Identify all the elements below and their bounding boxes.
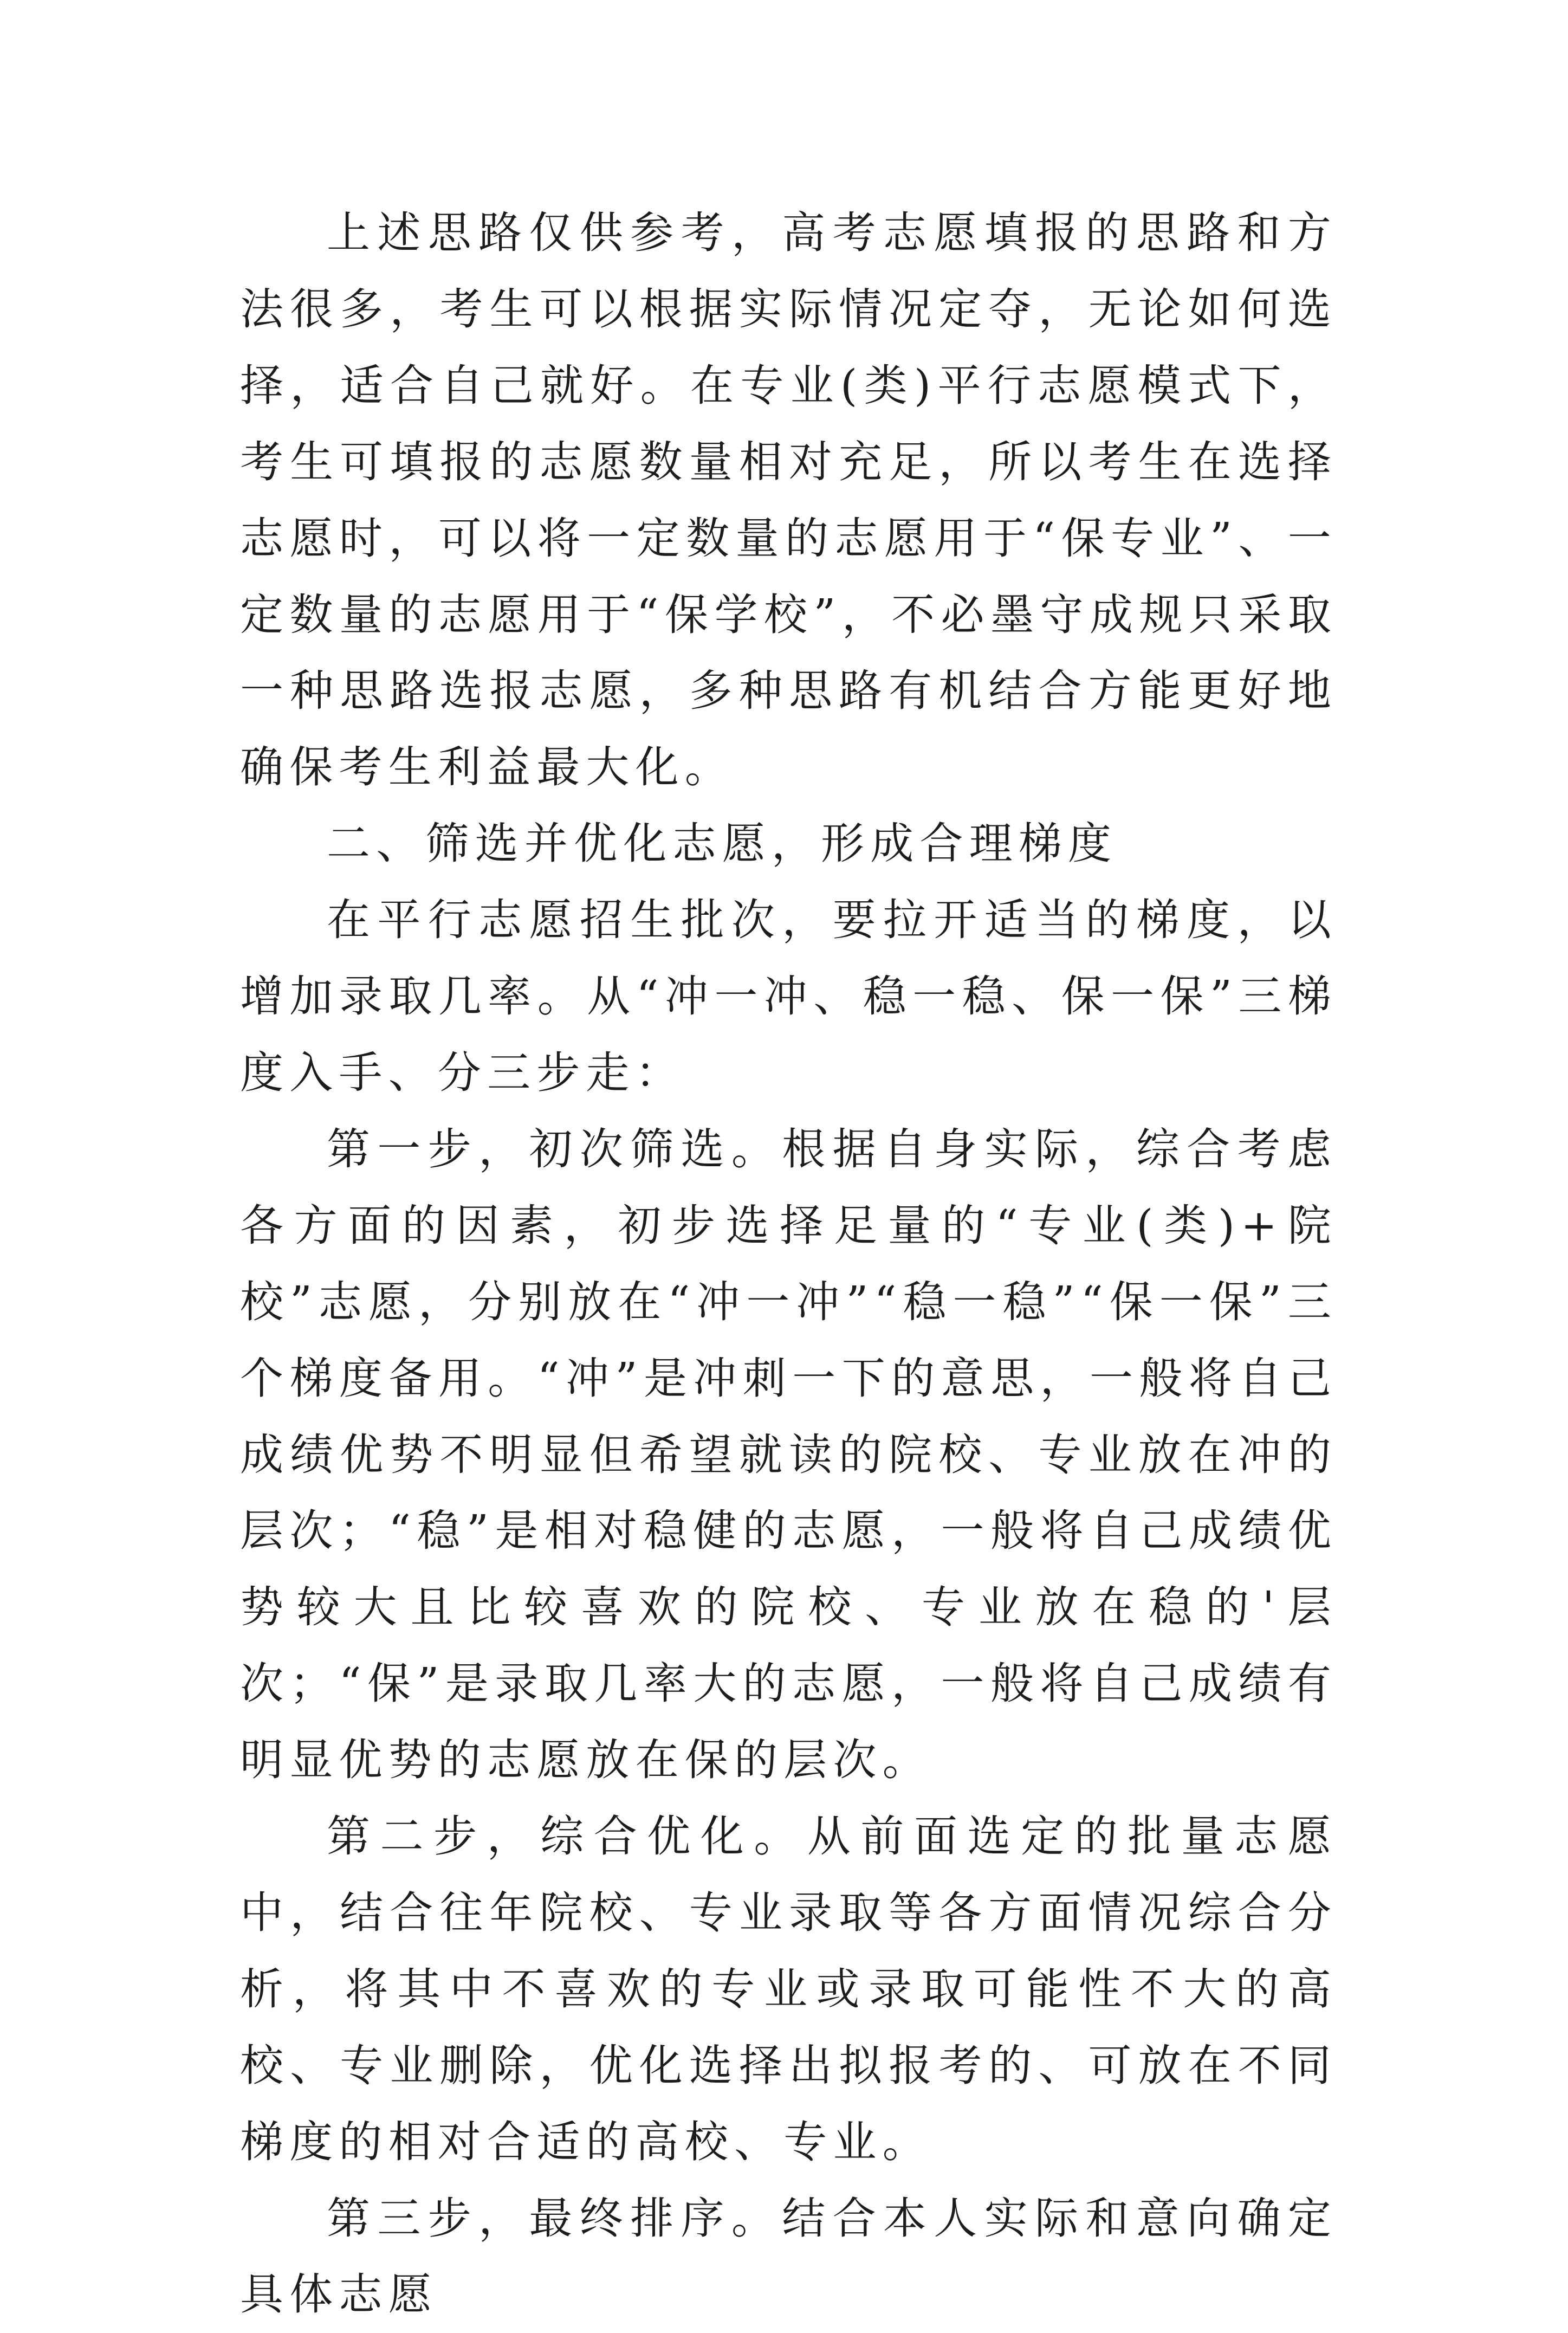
- paragraph-gradient-intro: 在平行志愿招生批次，要拉开适当的梯度，以增加录取几率。从“冲一冲、稳一稳、保一保”三梯度入手、分三步走：: [240, 895, 1337, 1098]
- paragraph-step-three: 第三步，最终排序。结合本人实际和意向确定具体志愿: [240, 2193, 1337, 2320]
- paragraph-step-one: 第一步，初次筛选。根据自身实际，综合考虑各方面的因素，初步选择足量的“专业(类)+院校”志愿，分别放在“冲一冲”“稳一稳”“保一保”三个梯度备用。“冲”是冲刺一下的意思，一般将自己成绩优势不明显但希望就读的院校、专业放在冲的层次；“稳”是相对稳健的志愿，一般将自己成绩优势较大且比较喜欢的院校、专业放在稳的'层次；“保”是录取几率大的志愿，一般将自己成绩有明显优势的志愿放在保的层次。: [240, 1123, 1337, 1786]
- document-body: [240, 195, 1337, 2333]
- paragraph-step-two: 第二步，综合优化。从前面选定的批量志愿中，结合往年院校、专业录取等各方面情况综合分析，将其中不喜欢的专业或录取可能性不大的高校、专业删除，优化选择出拟报考的、可放在不同梯度的相对合适的高校、专业。: [240, 1811, 1337, 2167]
- section-heading: 二、筛选并优化志愿，形成合理梯度: [327, 818, 1118, 869]
- paragraph-reference-note: 上述思路仅供参考，高考志愿填报的思路和方法很多，考生可以根据实际情况定夺，无论如何选择，适合自己就好。在专业(类)平行志愿模式下，考生可填报的志愿数量相对充足，所以考生在选择志愿时，可以将一定数量的志愿用于“保专业”、一定数量的志愿用于“保学校”，不必墨守成规只采取一种思路选报志愿，多种思路有机结合方能更好地确保考生利益最大化。: [240, 208, 1337, 793]
